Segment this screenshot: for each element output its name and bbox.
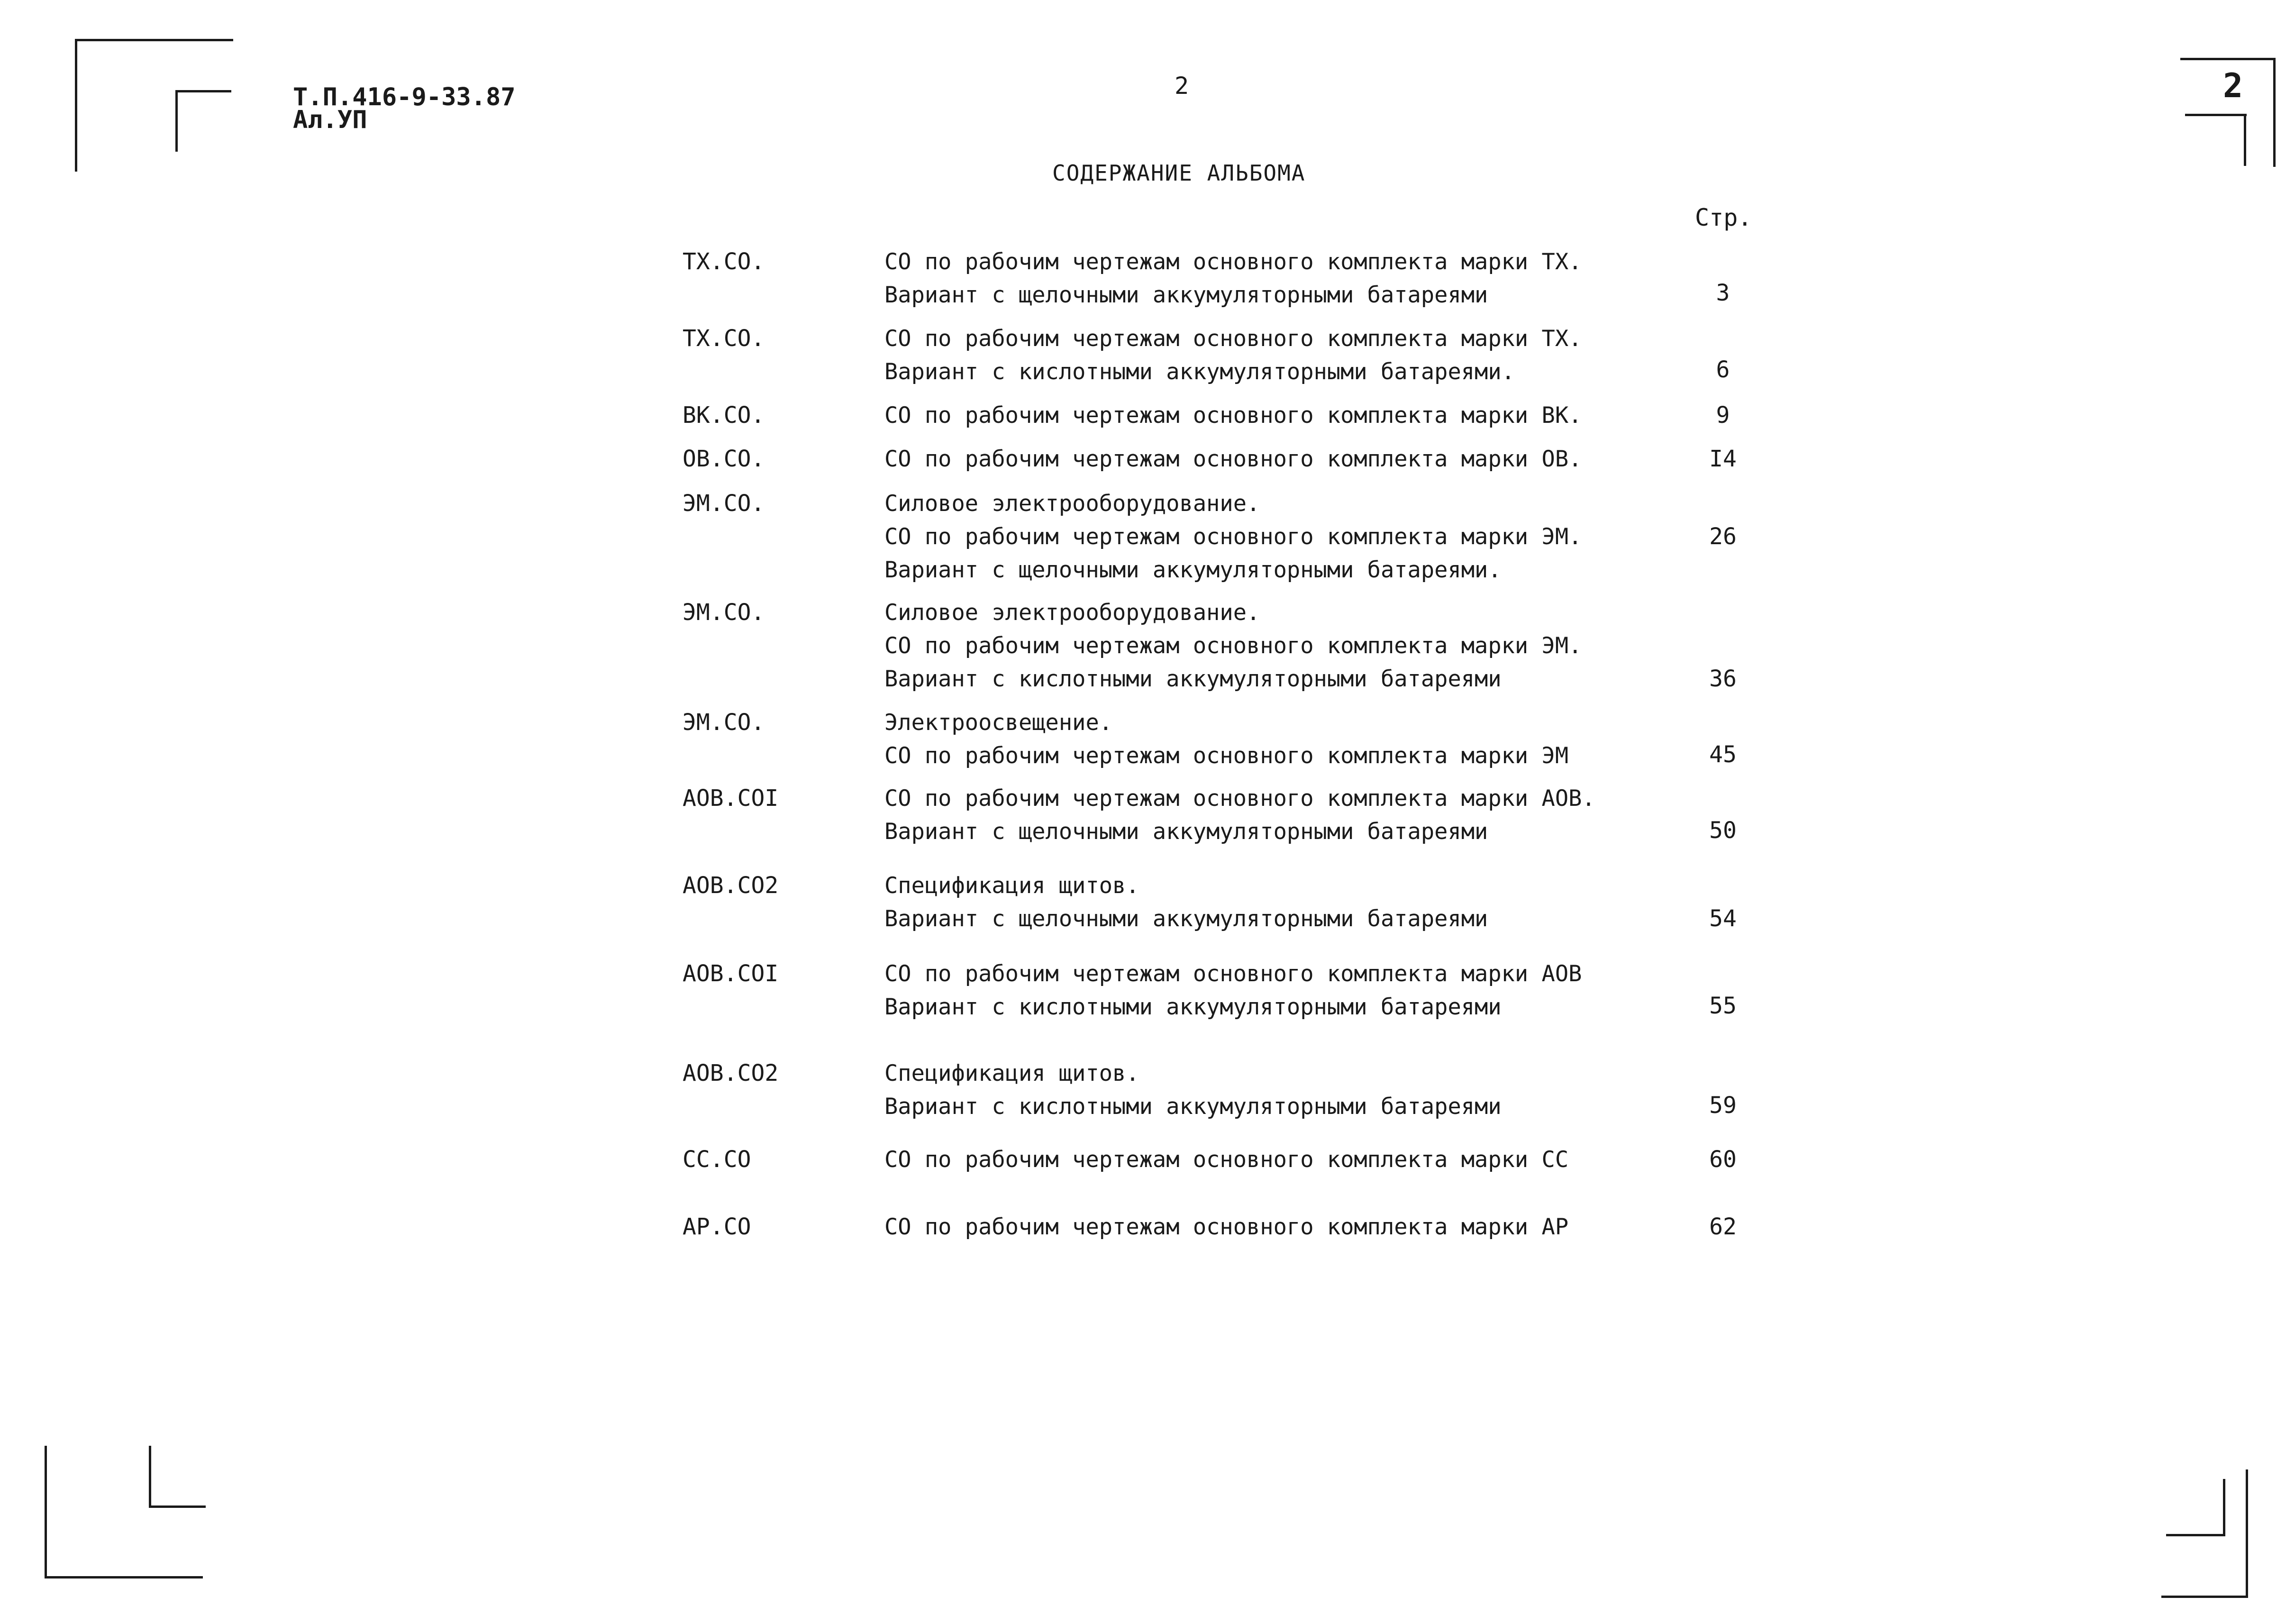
entry-description <box>884 487 1582 587</box>
entry-description <box>884 322 1582 389</box>
entry-page: 45 <box>1709 741 1737 768</box>
entry-line: СО по рабочим чертежам основного комплекта марки ЭМ. <box>884 633 1582 659</box>
entry-code: АОВ.СО2 <box>683 1060 779 1086</box>
entry-code: ТХ.СО. <box>683 325 765 352</box>
album-label: Ал.УП <box>293 106 367 134</box>
entry-line: СО по рабочим чертежам основного комплекта марки ЭМ. <box>884 524 1582 550</box>
entry-line: Силовое электрооборудование. <box>884 491 1260 517</box>
entry-page: 55 <box>1709 993 1737 1019</box>
entry-line: Вариант с щелочными аккумуляторными батареями <box>884 282 1488 308</box>
entry-page: 6 <box>1716 356 1730 383</box>
entry-code: АОВ.СОI <box>683 960 779 987</box>
entry-page: 54 <box>1709 905 1737 932</box>
entry-line: Вариант с кислотными аккумуляторными батареями <box>884 1094 1502 1120</box>
entry-page: 60 <box>1709 1146 1737 1173</box>
entry-description <box>884 1143 1568 1177</box>
entry-description <box>884 443 1582 476</box>
entry-page: 62 <box>1709 1213 1737 1240</box>
entry-line: Спецификация щитов. <box>884 1060 1139 1086</box>
entry-line: Вариант с кислотными аккумуляторными батареями <box>884 994 1502 1020</box>
entry-line: Вариант с щелочными аккумуляторными батареями <box>884 906 1488 932</box>
entry-line: СО по рабочим чертежам основного комплекта марки СС <box>884 1147 1569 1173</box>
entry-code: АОВ.СОI <box>683 785 779 812</box>
document-code: Т.П.416-9-33.87 <box>293 83 516 111</box>
corner-page-number: 2 <box>2223 66 2243 105</box>
entry-code: СС.СО <box>683 1146 751 1173</box>
entry-code: ВК.СО. <box>683 402 765 429</box>
entry-page: 9 <box>1716 402 1730 429</box>
entry-line: Вариант с кислотными аккумуляторными батареями. <box>884 359 1515 385</box>
entry-line: Силовое электрооборудование. <box>884 600 1260 626</box>
entry-line: СО по рабочим чертежам основного комплекта марки АР <box>884 1214 1569 1240</box>
entry-line: СО по рабочим чертежам основного комплекта марки ОВ. <box>884 446 1582 472</box>
entry-code: ЭМ.СО. <box>683 709 765 736</box>
entry-line: СО по рабочим чертежам основного комплекта марки ТХ. <box>884 249 1582 275</box>
entry-description <box>884 958 1582 1024</box>
entry-code: ЭМ.СО. <box>683 599 765 626</box>
entry-page: 59 <box>1709 1092 1737 1119</box>
entry-description <box>884 869 1488 936</box>
entry-line: СО по рабочим чертежам основного комплекта марки ТХ. <box>884 326 1582 352</box>
entry-description <box>884 706 1568 773</box>
entry-description <box>884 1057 1502 1123</box>
entry-code: АР.СО <box>683 1213 751 1240</box>
entry-line: Вариант с кислотными аккумуляторными батареями <box>884 666 1502 692</box>
entry-line: Спецификация щитов. <box>884 873 1139 899</box>
entry-line: Вариант с щелочными аккумуляторными батареями. <box>884 557 1502 583</box>
entry-description <box>884 596 1582 696</box>
entry-page: I4 <box>1709 446 1737 472</box>
entry-line: СО по рабочим чертежам основного комплекта марки ВК. <box>884 402 1582 429</box>
page-title: СОДЕРЖАНИЕ АЛЬБОМА <box>1052 160 1306 186</box>
entry-page: 26 <box>1709 523 1737 550</box>
entry-description <box>884 1211 1568 1244</box>
entry-line: Вариант с щелочными аккумуляторными батареями <box>884 819 1488 845</box>
entry-description <box>884 246 1582 312</box>
entry-page: 36 <box>1709 666 1737 692</box>
entry-line: СО по рабочим чертежам основного комплекта марки АОВ. <box>884 785 1595 812</box>
entry-description <box>884 782 1595 848</box>
entry-page: 50 <box>1709 817 1737 844</box>
entry-code: ОВ.СО. <box>683 446 765 472</box>
entry-code: АОВ.СО2 <box>683 872 779 899</box>
entry-line: Электроосвещение. <box>884 710 1113 736</box>
entry-description <box>884 399 1582 432</box>
page-number-top: 2 <box>1175 72 1189 100</box>
entry-code: ТХ.СО. <box>683 248 765 275</box>
entry-code: ЭМ.СО. <box>683 490 765 517</box>
page-column-label: Стр. <box>1695 204 1752 231</box>
entry-page: 3 <box>1716 280 1730 306</box>
entry-line: СО по рабочим чертежам основного комплекта марки АОВ <box>884 961 1582 987</box>
entry-line: СО по рабочим чертежам основного комплекта марки ЭМ <box>884 743 1569 769</box>
